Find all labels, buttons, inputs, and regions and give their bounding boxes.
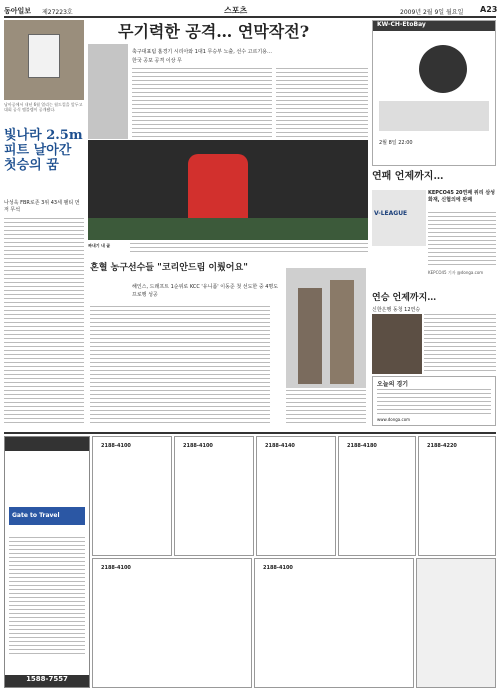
losing-streak-headline: 연패 언제까지…: [372, 171, 444, 182]
travel-ad: [4, 436, 90, 688]
ad-cell-2: [174, 436, 254, 556]
left-headline: 빛나라 2.5m피트 날아간 첫승의 꿈: [4, 128, 83, 173]
basketball-headline: 혼혈 농구선수들 "코리안드림 이뤘어요": [90, 263, 248, 273]
pitch: [88, 218, 368, 240]
emblem-photo: [4, 20, 84, 100]
winning-streak-headline: 연승 언제까지…: [372, 293, 437, 303]
side-headline: KEPCO45 20연패 위리 삼성화재, 신협의에 완패: [428, 190, 495, 203]
right-mid-link: KEPCO45 기자 @donga.com: [428, 270, 484, 275]
ad-cell-1: [92, 436, 172, 556]
todays-games-list: [377, 389, 491, 415]
photo-caption-text: [130, 243, 368, 253]
basketball-players-photo: [286, 268, 366, 388]
ad-cell-6: [92, 558, 252, 688]
main-article-body-a: [132, 68, 272, 138]
issue-date: 2009년 2월 9일 월요일: [400, 9, 464, 16]
world-cup-emblem-icon: [28, 34, 60, 78]
infographic-caption: 2월 8일 22:00: [379, 140, 413, 146]
ad-divider: [4, 432, 496, 434]
travel-phone: 1588-7557: [5, 675, 89, 687]
travel-ad-top-bar: [5, 437, 89, 451]
issue-number: 제27223호: [42, 9, 73, 16]
player-b-figure: [330, 280, 354, 384]
vleague-logo: V-LEAGUE: [372, 190, 426, 246]
player-a-figure: [298, 288, 322, 384]
ad-phone-7: 2188-4100: [263, 565, 293, 571]
left-article-body: [4, 218, 84, 423]
ad-cell-5: [418, 436, 496, 556]
todays-games-box: [372, 376, 496, 426]
basketball-subhead: 해인스, 드래프트 1순위로 KCC '유니폼' 이동준 첫 선도한 중 4명도 프로행 성공: [132, 284, 279, 298]
todays-games-link: www.donga.com: [377, 417, 411, 422]
ad-phone-2: 2188-4100: [183, 443, 213, 449]
section-title: 스포츠: [224, 6, 248, 15]
emblem-caption: 남아공에서 내년 6월 열리는 월드컵을 앞두고 대회 공식 엠블렘이 공개됐다.: [4, 102, 83, 112]
ad-phone-1: 2188-4100: [101, 443, 131, 449]
main-headline: 무기력한 공격… 연막작전?: [118, 22, 310, 41]
ad-phone-3: 2188-4140: [265, 443, 295, 449]
photo-caption-label: 짜내기 내 골: [88, 243, 111, 248]
travel-ad-text: [9, 537, 85, 657]
coach-photo: [372, 314, 422, 374]
infographic-box: [372, 20, 496, 166]
main-subhead: 축구대표팀 홈경기 시리아와 1대1 무승부 노출, 선수 고르기용… 한국 공포 공격 이상 무: [132, 49, 272, 64]
player-photo: [88, 44, 128, 139]
left-subhead: 나성욱 FBR로존 3위 43세 팰티 먼저 무석: [4, 200, 80, 213]
paper-name: 동아일보: [4, 7, 32, 15]
ad-cell-8: [416, 558, 496, 688]
right-bottom-body: [424, 314, 496, 374]
ad-cell-3: [256, 436, 336, 556]
match-photo: [88, 140, 368, 240]
ad-cell-7: [254, 558, 414, 688]
right-mid-body: [428, 212, 496, 268]
travel-banner: Gate to Travel: [9, 507, 85, 525]
todays-games-title: 오늘의 경기: [377, 381, 409, 388]
basketball-body: [90, 306, 270, 426]
ad-cell-4: [338, 436, 416, 556]
main-article-body-b: [276, 68, 368, 138]
ad-phone-5: 2188-4220: [427, 443, 457, 449]
page-header: [4, 4, 496, 18]
winning-streak-subhead: 신한은행 동청 12연승: [372, 307, 421, 313]
infographic-banner: KW-CH-EtoBay: [373, 21, 495, 31]
page-number: A23: [480, 5, 498, 14]
info-graphic: [379, 101, 489, 131]
basketball-photo-caption: [286, 390, 366, 426]
chart-circle: [419, 45, 467, 93]
ad-phone-4: 2188-4180: [347, 443, 377, 449]
ad-phone-6: 2188-4100: [101, 565, 131, 571]
